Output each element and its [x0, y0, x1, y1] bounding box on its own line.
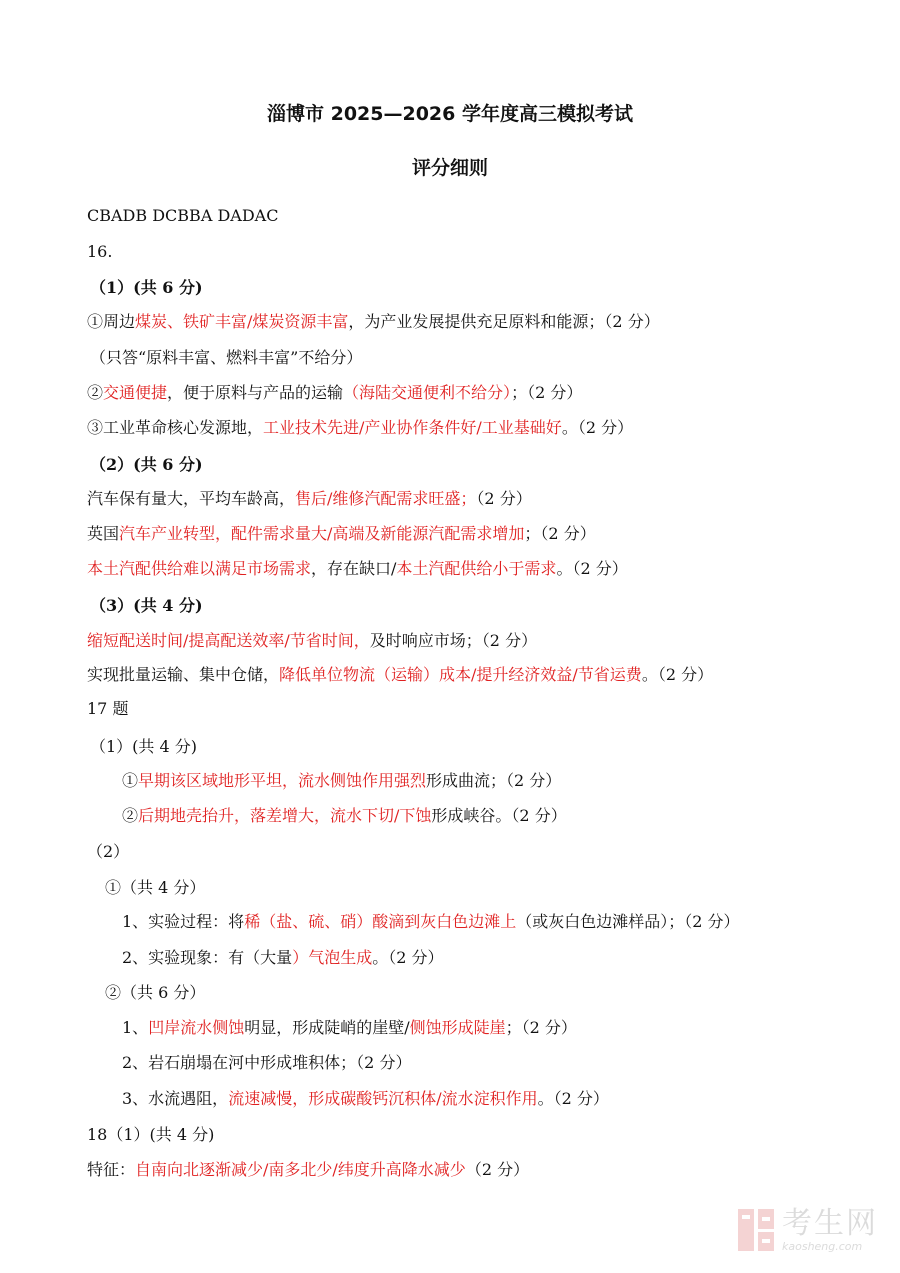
- rule-line: [87, 383, 582, 403]
- rule-text: 形成曲流；（2 分）: [426, 771, 562, 790]
- rule-line: [87, 418, 633, 438]
- scoring-keyword: 本土汽配供给小于需求: [396, 559, 557, 578]
- rule-text: （1）(共 6 分): [90, 278, 203, 297]
- rule-text: 。（2 分）: [537, 1089, 609, 1108]
- watermark: [736, 1207, 878, 1253]
- rule-text: （1）(共 4 分): [90, 737, 198, 756]
- rule-text: 。（2 分）: [372, 948, 444, 967]
- rule-text: 2、岩石崩塌在河中形成堆积体；（2 分）: [122, 1053, 412, 1072]
- rule-text: 。（2 分）: [561, 418, 634, 437]
- rule-text: （或灰白色边滩样品）；（2 分）: [516, 912, 740, 931]
- scoring-keyword: 凹岸流水侧蚀: [148, 1018, 245, 1037]
- rule-text: 16.: [87, 242, 113, 261]
- rule-text: ②: [122, 806, 139, 825]
- rule-text: ②（共 6 分）: [105, 983, 206, 1002]
- scoring-keyword: 早期该区域地形平坦，流水侧蚀作用强烈: [138, 771, 427, 790]
- rule-line: [122, 912, 739, 932]
- rule-line: [122, 771, 561, 791]
- rule-text: 特征：: [87, 1160, 136, 1179]
- rule-text: 1、实验过程：将: [122, 912, 245, 931]
- rule-line: [90, 348, 362, 368]
- scoring-keyword: ）气泡生成: [292, 948, 373, 967]
- rule-line: [87, 242, 112, 262]
- rule-line: [122, 1089, 609, 1109]
- scoring-keyword: 侧蚀形成陡崖: [409, 1018, 506, 1037]
- document-subtitle: 评分细则: [411, 157, 488, 179]
- rule-line: [105, 983, 205, 1003]
- rule-text: 1、: [122, 1018, 149, 1037]
- rule-text: 2、实验现象：有（大量: [122, 948, 293, 967]
- rule-line: [87, 665, 713, 685]
- scoring-keyword: 稀（盐、硫、硝）酸滴到灰白色边滩上: [244, 912, 517, 931]
- rule-line: [90, 737, 197, 757]
- rule-line: [87, 312, 660, 332]
- rule-line: [87, 699, 128, 719]
- scoring-keyword: 缩短配送时间/提高配送效率/节省时间，: [87, 631, 370, 650]
- rule-text: ；（2 分）: [505, 1018, 577, 1037]
- rule-text: 18（1）(共 4 分): [87, 1125, 215, 1144]
- rule-line: [87, 1125, 214, 1145]
- rule-text: 汽车保有量大，平均车龄高，: [87, 489, 296, 508]
- scoring-keyword: 售后/维修汽配需求旺盛；: [295, 489, 477, 508]
- rule-text: （2 分）: [476, 489, 532, 508]
- rule-line: [90, 596, 203, 616]
- rule-line: [87, 524, 596, 544]
- rule-text: ①: [122, 771, 139, 790]
- scoring-keyword: 汽车产业转型，配件需求量大/高端及新能源汽配需求增加: [119, 524, 525, 543]
- rule-text: （3）(共 4 分): [90, 596, 203, 615]
- rule-text: ①周边: [87, 312, 136, 331]
- rule-text: ；（2 分）: [511, 383, 583, 402]
- rule-line: [87, 842, 129, 862]
- rule-text: ，存在缺口/: [311, 559, 397, 578]
- rule-line: [87, 559, 628, 579]
- rule-text: ①（共 4 分）: [105, 878, 206, 897]
- rule-line: [87, 1160, 529, 1180]
- rule-text: 17 题: [87, 699, 129, 718]
- rule-line: [87, 631, 537, 651]
- rule-text: （只答“原料丰富、燃料丰富”不给分）: [90, 348, 363, 367]
- rule-line: [122, 948, 443, 968]
- rule-text: （2）: [87, 842, 130, 861]
- rule-text: 及时响应市场；（2 分）: [369, 631, 538, 650]
- scoring-keyword: 煤炭、铁矿丰富/煤炭资源丰富: [135, 312, 349, 331]
- scoring-keyword: 自南向北逐渐减少/南多北少/纬度升高降水减少: [135, 1160, 466, 1179]
- rule-text: ②: [87, 383, 104, 402]
- rule-text: ，便于原料与产品的运输: [167, 383, 344, 402]
- document-title: 淄博市 2025—2026 学年度高三模拟考试: [267, 103, 633, 125]
- rule-text: ③工业革命核心发源地，: [87, 418, 264, 437]
- rule-line: [105, 878, 205, 898]
- scoring-keyword: 本土汽配供给难以满足市场需求: [87, 559, 312, 578]
- rule-text: 英国: [87, 524, 120, 543]
- watermark-brand: 考生网: [782, 1205, 878, 1241]
- rule-text: （2）(共 6 分): [90, 455, 203, 474]
- rule-text: 明显，形成陡峭的崖壁/: [244, 1018, 410, 1037]
- scoring-keyword: 降低单位物流（运输）成本/提升经济效益/节省运费: [279, 665, 642, 684]
- scoring-keyword: 后期地壳抬升，落差增大，流水下切/下蚀: [138, 806, 432, 825]
- rule-line: [122, 1018, 577, 1038]
- rule-text: CBADB DCBBA DADAC: [87, 206, 279, 225]
- rule-text: ，为产业发展提供充足原料和能源；（2 分）: [348, 312, 660, 331]
- rule-text: ；（2 分）: [524, 524, 596, 543]
- rule-line: [90, 278, 203, 298]
- scoring-keyword: 交通便捷: [103, 383, 168, 402]
- rule-text: 。（2 分）: [641, 665, 714, 684]
- watermark-url: kaosheng.com: [782, 1239, 863, 1253]
- scoring-keyword: 流速减慢，形成碳酸钙沉积体/流水淀积作用: [228, 1089, 538, 1108]
- rule-line: [87, 489, 532, 509]
- rule-line: [87, 206, 278, 226]
- rule-text: （2 分）: [465, 1160, 530, 1179]
- rule-text: 3、水流遇阻，: [122, 1089, 229, 1108]
- rule-text: 。（2 分）: [556, 559, 628, 578]
- rule-text: 形成峡谷。（2 分）: [431, 806, 567, 825]
- watermark-logo-icon: [736, 1207, 776, 1253]
- scoring-keyword: 工业技术先进/产业协作条件好/工业基础好: [263, 418, 562, 437]
- rule-line: [122, 806, 567, 826]
- rule-line: [122, 1053, 411, 1073]
- rule-text: 实现批量运输、集中仓储，: [87, 665, 280, 684]
- scoring-keyword: （海陆交通便利不给分）: [343, 383, 512, 402]
- rule-line: [90, 455, 203, 475]
